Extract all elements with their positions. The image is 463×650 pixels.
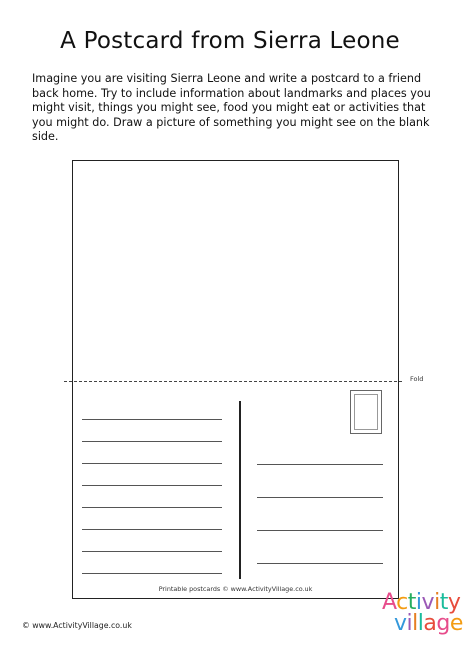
logo-letter: e [449, 611, 463, 636]
message-line [82, 551, 222, 552]
fold-line [64, 381, 402, 382]
logo-letter: l [417, 611, 424, 636]
instructions [32, 72, 442, 145]
logo-letter: i [415, 590, 422, 615]
page-title: A Postcard from Sierra Leone [60, 28, 400, 54]
message-line [82, 441, 222, 442]
message-line [82, 573, 222, 574]
logo-letter: v [394, 611, 407, 636]
instructions-line: Imagine you are visiting Sierra Leone and write a postcard to a friend [32, 72, 422, 85]
message-line [82, 419, 222, 420]
message-line [82, 529, 222, 530]
logo-letter: g [436, 611, 450, 636]
activity-village-logo [382, 590, 463, 644]
logo-letter: l [412, 611, 418, 636]
logo-letter: v [421, 590, 435, 615]
instructions-line: side. [32, 130, 59, 144]
address-line [257, 530, 383, 531]
address-line [257, 497, 383, 498]
address-line [257, 563, 383, 564]
postcard-outline [72, 160, 399, 599]
logo-letter: t [407, 590, 416, 615]
postcard-credit: Printable postcards © www.ActivityVillage.co.uk [158, 585, 313, 593]
fold-label: Fold [410, 375, 424, 383]
logo-letter: i [406, 611, 413, 636]
logo-letter: y [447, 590, 461, 615]
address-line [257, 464, 383, 465]
instructions-line: back home. Try to include information about landmarks and places you [32, 86, 431, 100]
logo-word-village [394, 613, 463, 635]
message-line [82, 463, 222, 464]
postcard-divider [239, 401, 241, 579]
message-line [82, 507, 222, 508]
instructions-line: you might do. Draw a picture of something you might see on the blank [32, 115, 430, 129]
logo-letter: i [434, 590, 440, 615]
logo-letter: a [423, 611, 437, 636]
stamp-inner-border [354, 394, 378, 430]
logo-letter: t [439, 590, 448, 615]
instructions-line: might visit, things you might see, food you might eat or activities that [32, 101, 426, 115]
logo-letter: c [396, 590, 408, 615]
copyright-footer: © www.ActivityVillage.co.uk [22, 621, 132, 630]
message-line [82, 485, 222, 486]
logo-letter: A [382, 590, 397, 615]
stamp-box [350, 390, 382, 434]
